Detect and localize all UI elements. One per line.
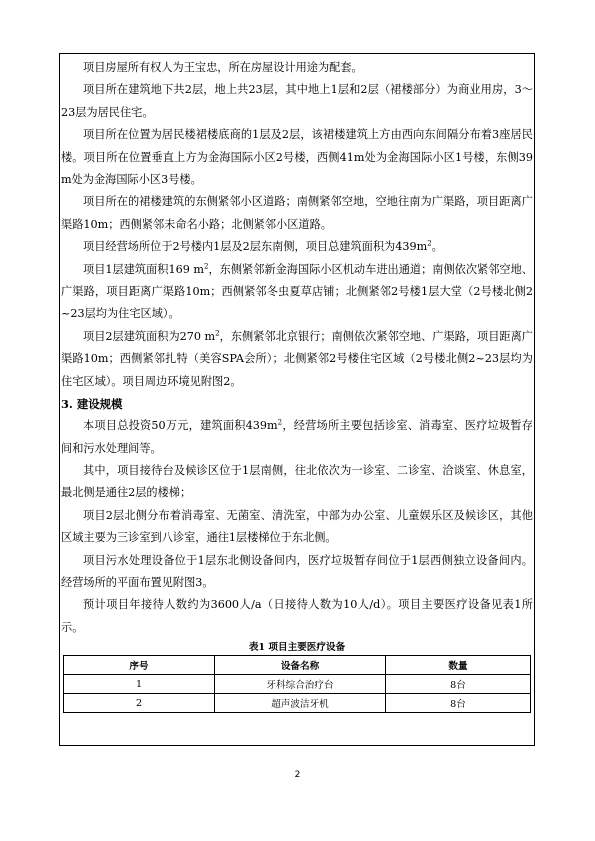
header-quantity: 数量 — [386, 656, 531, 675]
cell-quantity: 8台 — [386, 694, 531, 713]
table-caption: 表1 项目主要医疗设备 — [248, 642, 346, 654]
table-header-row — [64, 656, 531, 675]
paragraph-floor2: 项目2层建筑面积为270 $m^2$，东侧紧邻北京银行；南侧依次紧邻空地、广渠路，项目距离广渠路10m；西侧紧邻扎特（美容SPA会所）；北侧紧邻2号楼住宅区域（2号楼北侧2~23层均为住宅区域）。项目周边环境见附图2。 — [61, 329, 533, 388]
section-heading: 3. 建设规模 — [61, 397, 123, 412]
document-body — [61, 57, 533, 713]
cell-index: 2 — [64, 694, 215, 713]
page-number: 2 — [294, 770, 301, 780]
table-row — [64, 694, 531, 713]
paragraph-layout-f1: 其中，项目接待台及候诊区位于1层南侧，往北依次为一诊室、二诊室、洽谈室、休息室，最北侧是通往2层的楼梯； — [61, 463, 533, 500]
cell-quantity: 8台 — [386, 675, 531, 694]
cell-name: 超声波洁牙机 — [215, 694, 386, 713]
cell-name: 牙科综合治疗台 — [215, 675, 386, 694]
paragraph-owner: 项目房屋所有权人为王宝忠，所在房屋设计用途为配套。 — [83, 61, 363, 74]
paragraph-location: 项目所在位置为居民楼裙楼底商的1层及2层，该裙楼建筑上方由西向东间隔分布着3座居民楼。项目所在位置垂直上方为金海国际小区2号楼，西侧41m处为金海国际小区1号楼，东侧39m处为金海国际小区3号楼。 — [61, 128, 533, 187]
paragraph-building-floors: 项目所在建筑地下共2层，地上共23层，其中地上1层和2层（裙楼部分）为商业用房，3～23层为居民住宅。 — [61, 83, 533, 119]
paragraph-visitors: 预计项目年接待人数约为3600人/a（日接待人数为10人/d）。项目主要医疗设备见表1所示。 — [61, 598, 533, 634]
equipment-table — [63, 655, 531, 713]
cell-index: 1 — [64, 675, 215, 694]
paragraph-surroundings: 项目所在的裙楼建筑的东侧紧邻小区道路；南侧紧邻空地，空地往南为广渠路，项目距离广渠路10m；西侧紧邻未命名小路；北侧紧邻小区道路。 — [61, 195, 533, 231]
paragraph-total-area: 项目经营场所位于2号楼内1层及2层东南侧，项目总建筑面积为$439m^2$。 — [83, 239, 443, 254]
paragraph-equipment-rooms: 项目污水处理设备位于1层东北侧设备间内，医疗垃圾暂存间位于1层西侧独立设备间内。经营场所的平面布置见附图3。 — [61, 553, 533, 589]
paragraph-floor1: 项目1层建筑面积169 $m^2$，东侧紧邻新金海国际小区机动车进出通道；南侧依次紧邻空地、广渠路，项目距离广渠路10m；西侧紧邻冬虫夏草店铺；北侧紧邻2号楼1层大堂（2号楼北侧2~23层均为住宅区域）。 — [61, 261, 533, 321]
paragraph-layout-f2: 项目2层北侧分布着消毒室、无菌室、清洗室，中部为办公室、儿童娱乐区及候诊区，其他区域主要为三诊室到八诊室，通往1层楼梯位于东北侧。 — [61, 508, 533, 545]
header-name: 设备名称 — [215, 656, 386, 675]
paragraph-investment: 本项目总投资50万元，建筑面积$439m^2$，经营场所主要包括诊室、消毒室、医疗垃圾暂存间和污水处理间等。 — [61, 418, 533, 455]
header-index: 序号 — [64, 656, 215, 675]
table-row — [64, 675, 531, 694]
